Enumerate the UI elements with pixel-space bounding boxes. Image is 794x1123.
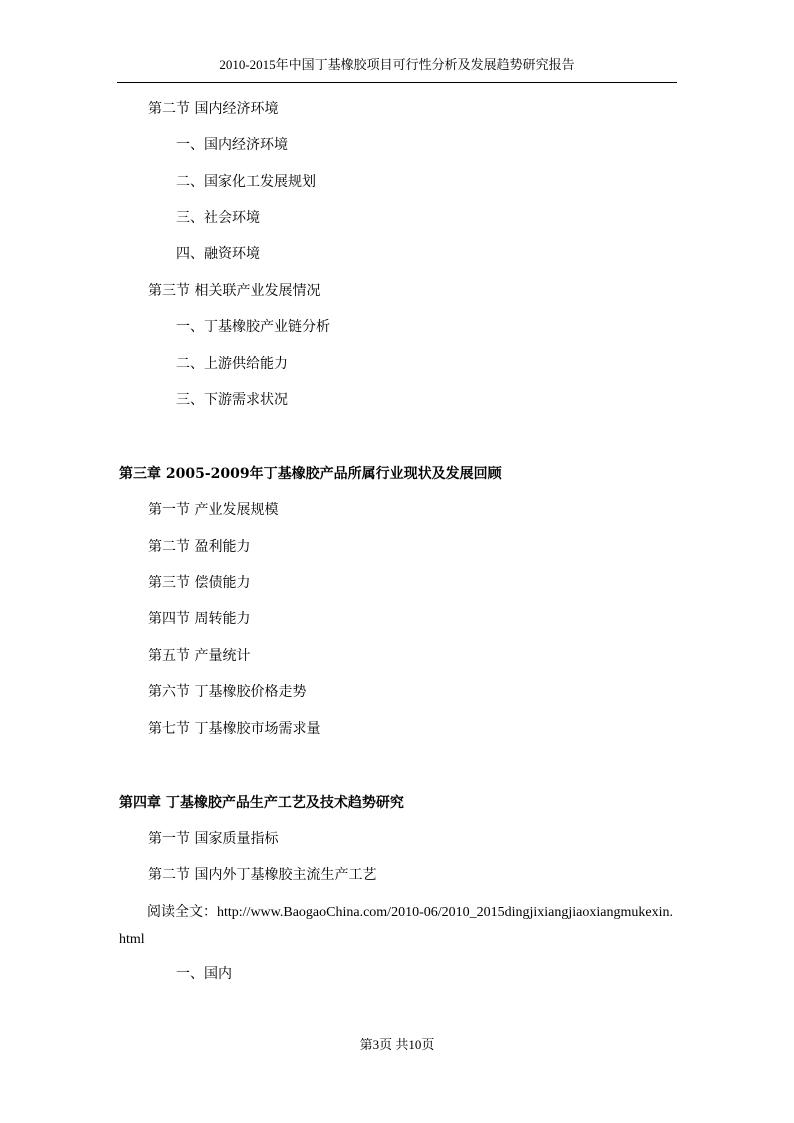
toc-section: 第二节 盈利能力	[148, 539, 251, 555]
toc-section: 第二节 国内外丁基橡胶主流生产工艺	[148, 867, 377, 883]
toc-section: 第三节 相关联产业发展情况	[148, 283, 321, 299]
read-full-text-label: 阅读全文：	[147, 904, 217, 920]
toc-item: 三、下游需求状况	[176, 392, 288, 408]
toc-section: 第一节 产业发展规模	[148, 502, 279, 518]
page-footer-number: 第3页 共10页	[359, 1037, 435, 1052]
toc-section: 第二节 国内经济环境	[148, 101, 279, 117]
toc-item: 一、丁基橡胶产业链分析	[176, 319, 330, 335]
toc-section: 第七节 丁基橡胶市场需求量	[148, 721, 321, 737]
toc-chapter: 第四章 丁基橡胶产品生产工艺及技术趋势研究	[119, 795, 404, 811]
toc-section: 第五节 产量统计	[148, 648, 251, 664]
toc-item: 四、融资环境	[176, 246, 260, 262]
read-full-text-link[interactable]: http://www.BaogaoChina.com/2010-06/2010_2015dingjixiangjiaoxiangmukexin.html	[119, 905, 673, 947]
toc-section: 第一节 国家质量指标	[148, 831, 279, 847]
read-full-text-paragraph	[119, 899, 679, 953]
toc-section: 第三节 偿债能力	[148, 575, 251, 591]
toc-item: 二、国家化工发展规划	[176, 174, 316, 190]
page-header-title: 2010-2015年中国丁基橡胶项目可行性分析及发展趋势研究报告	[219, 57, 575, 72]
toc-chapter: 第三章 2005-2009年丁基橡胶产品所属行业现状及发展回顾	[119, 466, 502, 482]
toc-item: 一、国内	[176, 966, 232, 982]
toc-section: 第六节 丁基橡胶价格走势	[148, 684, 307, 700]
toc-item: 二、上游供给能力	[176, 356, 288, 372]
toc-section: 第四节 周转能力	[148, 611, 251, 627]
toc-item: 三、社会环境	[176, 210, 260, 226]
header-divider	[117, 82, 677, 83]
toc-item: 一、国内经济环境	[176, 137, 288, 153]
